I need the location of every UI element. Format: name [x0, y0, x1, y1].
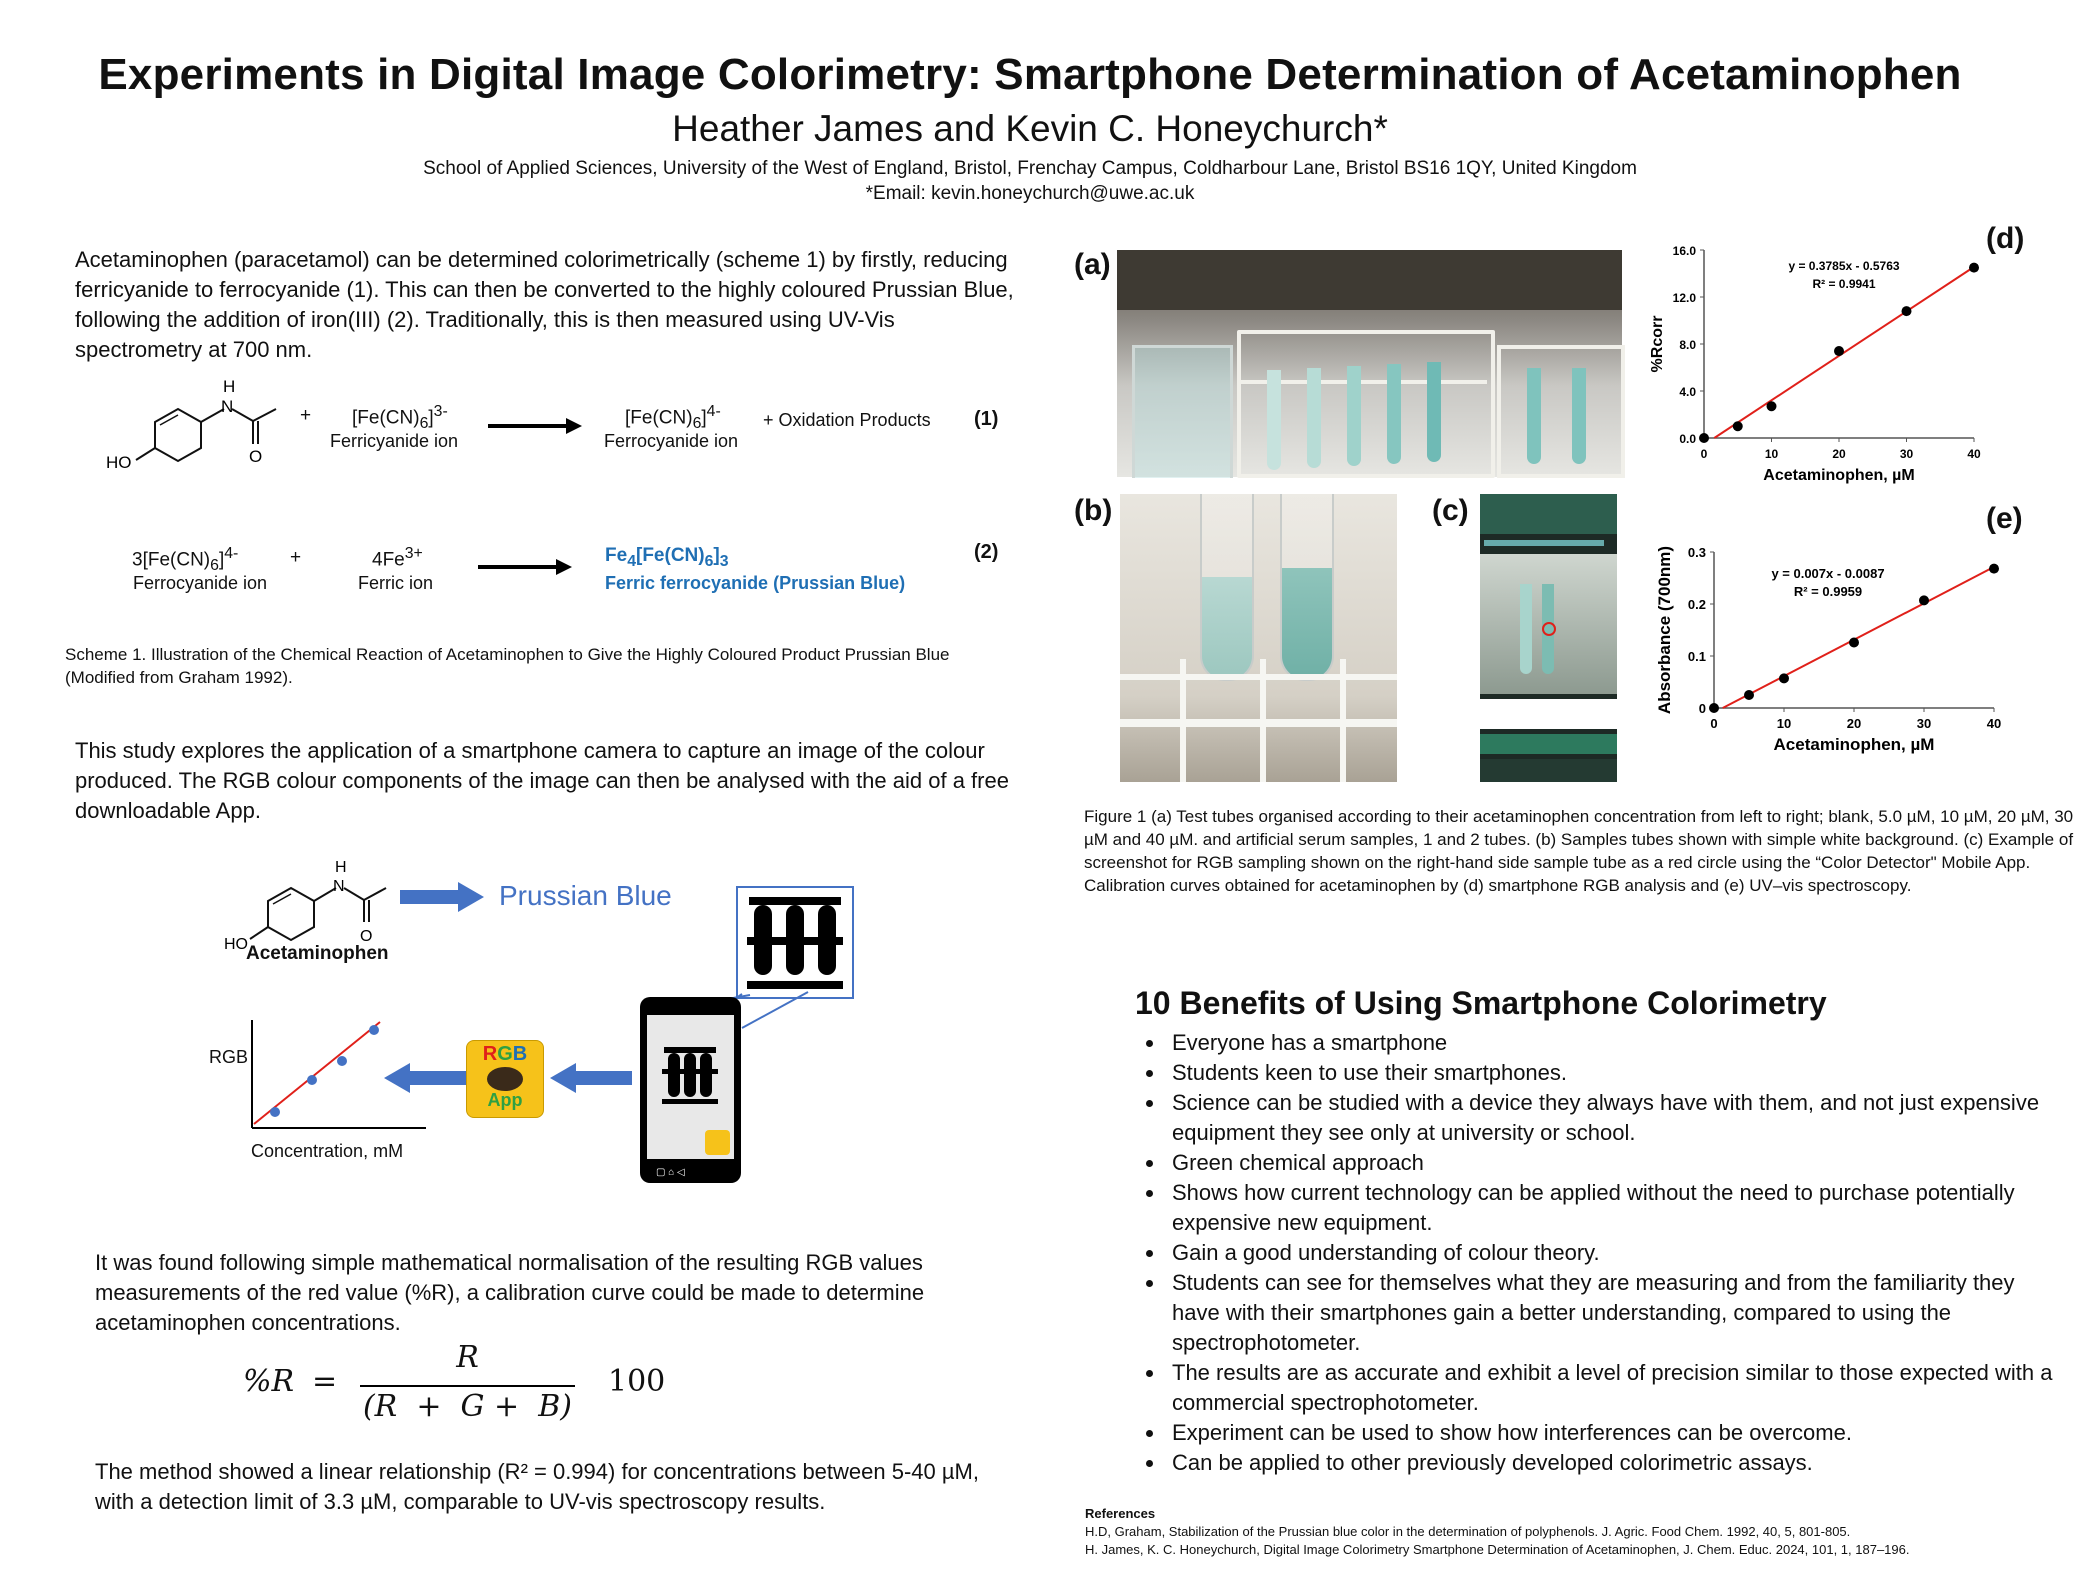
smartphone-icon — [638, 995, 743, 1185]
reaction-arrow-1 — [488, 415, 583, 437]
to-prussian-arrow — [400, 882, 485, 912]
ferricyanide-formula: $[Fe(CN)_6]^{3-}$ — [352, 403, 448, 433]
x-tick-label: 20 — [1832, 447, 1846, 461]
references-heading: References — [1085, 1506, 1156, 1521]
ferrocyanide-reagent-name: Ferrocyanide ion — [133, 573, 268, 593]
plus-sign-2: + — [290, 547, 302, 568]
palette-icon — [487, 1067, 523, 1091]
plus-sign: + — [300, 405, 312, 426]
y-tick-label: 0.0 — [1679, 432, 1696, 446]
benefit-item: • Students can see for themselves what they are measuring and from the familiarity they have with their smartphones gain a better understanding, compared to using the spectrophotometer. — [1166, 1268, 2060, 1358]
phone-to-app-arrow — [550, 1063, 632, 1093]
panel-label-a: (a) — [1074, 248, 1111, 281]
data-point — [1902, 306, 1912, 316]
benefits-list — [1130, 1028, 2060, 1478]
data-point — [1849, 637, 1859, 647]
calibration-chart-uv — [1648, 540, 2002, 780]
mol-label-o: O — [249, 447, 263, 466]
result-paragraph: The method showed a linear relationship (R² = 0.994) for concentrations between 5-40 µM, with a detection limit of 3.3 µM, comparable to UV-vis spectroscopy results. — [95, 1459, 979, 1514]
x-tick-label: 10 — [1764, 447, 1779, 461]
x-tick-label: 0 — [1700, 447, 1708, 461]
svg-text:H: H — [335, 859, 347, 876]
trend-r-squared: R² = 0.9941 — [1812, 277, 1876, 291]
finding-paragraph: It was found following simple mathematical normalisation of the resulting RGB values measurements of the red value (%R), a calibration curve could be made to determine acetaminophen concentrations. — [95, 1250, 925, 1335]
benefit-item: • Everyone has a smartphone — [1166, 1028, 2060, 1058]
svg-text:O: O — [360, 928, 373, 945]
x-tick-label: 20 — [1846, 716, 1862, 731]
x-tick-label: 10 — [1776, 716, 1792, 731]
acetaminophen-label: Acetaminophen — [246, 943, 389, 964]
equation-factor: 100 — [608, 1364, 666, 1399]
trend-equation: y = 0.3785x - 0.5763 — [1788, 259, 1900, 273]
y-tick-label: 0 — [1698, 701, 1706, 716]
prussian-blue-formula: $Fe_4[Fe(CN)_6]_3$ — [605, 545, 729, 570]
data-point — [1919, 595, 1929, 605]
ferrocyanide-formula: $[Fe(CN)_6]^{4-}$ — [625, 403, 721, 433]
benefit-item: • Experiment can be used to show how interferences can be overcome. — [1166, 1418, 2060, 1448]
ferric-ion-formula: $4Fe^{3+}$ — [372, 545, 423, 571]
ferrocyanide-reagent-formula: $3[Fe(CN)_6]^{4-}$ — [132, 545, 239, 575]
photo-test-tubes-rack — [1117, 250, 1622, 477]
benefit-item: • Students keen to use their smartphones. — [1166, 1058, 2060, 1088]
calibration-chart-rgb — [1648, 240, 1988, 495]
benefit-item: • Science can be studied with a device they always have with them, and not just expensive equipment they see only at university or school. — [1166, 1088, 2060, 1148]
affiliation: School of Applied Sciences, University of the West of England, Bristol, Frenchay Campus, Coldharbour Lane, Bristol BS16 1QY, United Kingdom — [423, 158, 1637, 179]
acetaminophen-structure-1 — [100, 372, 300, 477]
reaction-number-1: (1) — [974, 408, 999, 430]
equation-numerator: R — [456, 1340, 479, 1375]
mol-label-h: H — [223, 377, 236, 396]
x-tick-label: 30 — [1899, 447, 1914, 461]
x-tick-label: 40 — [1986, 716, 2002, 731]
y-tick-label: 8.0 — [1679, 338, 1696, 352]
data-point — [1834, 346, 1844, 356]
scheme-caption: Scheme 1. Illustration of the Chemical Reaction of Acetaminophen to Give the Highly Coloured Product Prussian Blue (Modified from Graham 1992). — [65, 645, 950, 687]
y-axis-label: Absorbance (700nm) — [1655, 545, 1674, 715]
y-tick-label: 0.3 — [1687, 545, 1706, 560]
benefit-item: • Gain a good understanding of colour theory. — [1166, 1238, 2060, 1268]
study-paragraph: This study explores the application of a smartphone camera to capture an image of the colour produced. The RGB colour components of the image can then be analysed with the aid of a free downloadable App. — [75, 738, 1009, 823]
y-tick-label: 0.2 — [1687, 597, 1706, 612]
trend-equation: y = 0.007x - 0.0087 — [1771, 566, 1885, 581]
equation-denominator: (R + G + B) — [362, 1389, 573, 1424]
reference-item: H. James, K. C. Honeychurch, Digital Image Colorimetry Smartphone Determination of Acetaminophen, J. Chem. Educ. 2024, 101, 1, 187–196. — [1085, 1542, 1910, 1557]
x-tick-label: 0 — [1710, 716, 1718, 731]
trendline — [1714, 267, 1974, 438]
equation-lhs: %R — [243, 1364, 295, 1399]
x-tick-label: 30 — [1916, 716, 1932, 731]
contact-email: *Email: kevin.honeychurch@uwe.ac.uk — [865, 183, 1195, 204]
y-axis-label: %Rcorr — [1649, 315, 1666, 373]
ferrocyanide-name: Ferrocyanide ion — [604, 431, 739, 451]
panel-label-c: (c) — [1432, 494, 1469, 527]
panel-label-d: (d) — [1986, 222, 2025, 255]
data-point — [1699, 433, 1709, 443]
equation-equals: = — [312, 1364, 338, 1399]
benefits-list-container — [1130, 1028, 2060, 1478]
benefit-item: • Can be applied to other previously developed colorimetric assays. — [1166, 1448, 2060, 1478]
data-point — [1767, 401, 1777, 411]
reaction-number-2: (2) — [974, 541, 999, 563]
rgb-axis-label: RGB — [209, 1047, 249, 1067]
x-axis-label: Acetaminophen, µM — [1773, 735, 1935, 754]
ferric-ion-name: Ferric ion — [358, 573, 434, 593]
oxidation-products: + Oxidation Products — [763, 410, 931, 430]
mini-calibration-plot — [248, 1018, 428, 1133]
data-point — [1779, 673, 1789, 683]
panel-label-b: (b) — [1074, 494, 1113, 527]
fraction-bar — [360, 1385, 575, 1387]
tube-rack-icon — [735, 885, 855, 1000]
data-point — [1969, 263, 1979, 273]
data-point — [1709, 703, 1719, 713]
intro-paragraph: Acetaminophen (paracetamol) can be determined colorimetrically (scheme 1) by firstly, reducing ferricyanide to ferrocyanide (1). This can then be converted to the highly coloured Prussian Blue, following the addition of iron(III) (2). Traditionally, this is then measured using UV-Vis spectrometry at 700 nm. — [75, 247, 1014, 362]
figure-caption: Figure 1 (a) Test tubes organised according to their acetaminophen concentration from left to right; blank, 5.0 µM, 10 µM, 20 µM, 30 µM and 40 µM. and artificial serum samples, 1 and 2 tubes. (b) Samples tubes shown with simple white background. (c) Example of screenshot for RGB sampling shown on the right-hand side sample tube as a red circle using the “Color Detector" Mobile App. Calibration curves obtained for acetaminophen by (d) smartphone RGB analysis and (e) UV–vis spectroscopy. — [1084, 807, 2074, 895]
y-tick-label: 0.1 — [1687, 649, 1706, 664]
prussian-blue-name: Ferric ferrocyanide (Prussian Blue) — [605, 573, 906, 593]
reference-item: H.D, Graham, Stabilization of the Prussian blue color in the determination of polyphenols. J. Agric. Food Chem. 1992, 40, 5, 801-805. — [1085, 1524, 1851, 1539]
rgb-app-icon: RGB App — [466, 1040, 544, 1118]
y-tick-label: 16.0 — [1672, 244, 1696, 258]
benefit-item: • Shows how current technology can be applied without the need to purchase potentially expensive new equipment. — [1166, 1178, 2060, 1238]
reaction-arrow-2 — [478, 556, 573, 578]
x-tick-label: 40 — [1967, 447, 1981, 461]
data-point — [1733, 421, 1743, 431]
author-list: Heather James and Kevin C. Honeychurch* — [672, 108, 1388, 149]
svg-text:▢ ⌂ ◁: ▢ ⌂ ◁ — [656, 1167, 685, 1178]
benefit-item: • Green chemical approach — [1166, 1148, 2060, 1178]
svg-text:N: N — [333, 878, 345, 895]
benefit-item: • The results are as accurate and exhibit a level of precision similar to those expected with a commercial spectrophotometer. — [1166, 1358, 2060, 1418]
ferricyanide-name: Ferricyanide ion — [330, 431, 459, 451]
trend-r-squared: R² = 0.9959 — [1793, 584, 1863, 599]
mol-label-n: N — [221, 397, 234, 416]
data-point — [1989, 564, 1999, 574]
y-tick-label: 12.0 — [1672, 291, 1696, 305]
photo-sample-tubes — [1120, 494, 1397, 782]
concentration-axis-label: Concentration, mM — [251, 1141, 404, 1161]
poster-title: Experiments in Digital Image Colorimetry: Smartphone Determination of Acetaminophen — [98, 50, 1962, 99]
x-axis-label: Acetaminophen, µM — [1763, 467, 1915, 484]
mol-label-ho: HO — [106, 453, 132, 472]
y-tick-label: 4.0 — [1679, 385, 1696, 399]
data-point — [1744, 690, 1754, 700]
prussian-blue-label: Prussian Blue — [499, 880, 672, 911]
photo-app-screenshot — [1480, 494, 1617, 782]
benefits-heading: 10 Benefits of Using Smartphone Colorimetry — [1135, 985, 1827, 1021]
panel-label-e: (e) — [1986, 502, 2023, 535]
svg-text:HO: HO — [224, 936, 248, 953]
